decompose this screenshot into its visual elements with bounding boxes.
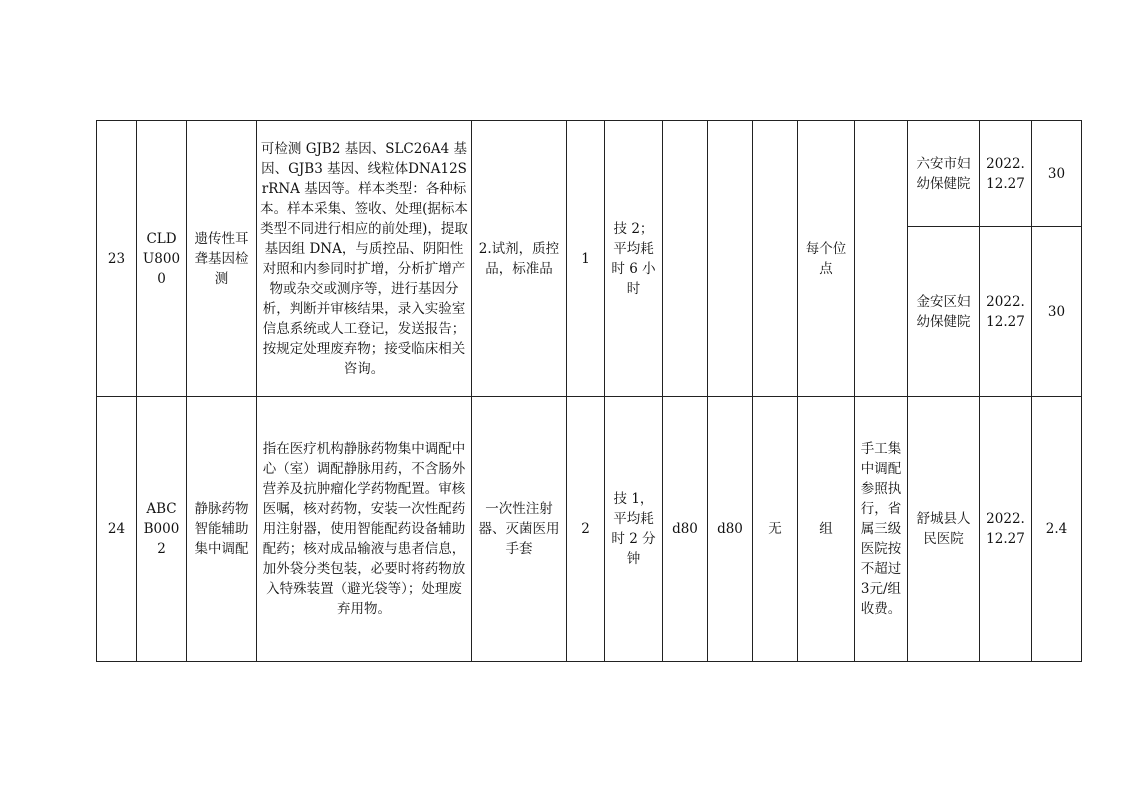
materials-cell: 2.试剂，质控品，标准品 [472, 121, 567, 397]
price-cell: 30 [1032, 121, 1082, 227]
seq-cell: 23 [97, 121, 137, 397]
medical-service-fee-table [96, 120, 1082, 662]
note-cell: 手工集中调配参照执行，省属三级医院按不超过3元/组收费。 [855, 397, 908, 662]
hospital-name-cell: 金安区妇幼保健院 [908, 227, 980, 397]
extra-cell-9: d80 [708, 397, 753, 662]
time-cell: 技 1，平均耗时 2 分钟 [605, 397, 663, 662]
unit-cell: 每个位点 [798, 121, 855, 397]
note-cell [855, 121, 908, 397]
extra-cell-8 [663, 121, 708, 397]
item-name-cell: 静脉药物智能辅助集中调配 [187, 397, 257, 662]
code-cell: ABC B000 2 [137, 397, 187, 662]
extra-cell-8: d80 [663, 397, 708, 662]
seq-cell: 24 [97, 397, 137, 662]
hospital-name-cell: 舒城县人民医院 [908, 397, 980, 662]
extra-cell-10 [753, 121, 798, 397]
item-content-cell: 可检测 GJB2 基因、SLC26A4 基因、GJB3 基因、线粒体DNA12SrRNA 基因等。样本类型：各种标本。样本采集、签收、处理(据标本类型不同进行相应的前处理)，提取基因组 DNA，与质控品、阴阳性对照和内参同时扩增，分析扩增产物或杂交或测序等，进行基因分析，判断并审核结果，录入实验室信息系统或人工登记，发送报告；按规定处理废弃物；接受临床相关咨询。 [257, 121, 472, 397]
price-cell: 2.4 [1032, 397, 1082, 662]
time-cell: 技 2；平均耗时 6 小时 [605, 121, 663, 397]
extra-cell-10: 无 [753, 397, 798, 662]
hospital-name-cell: 六安市妇幼保健院 [908, 121, 980, 227]
date-cell: 2022. 12.27 [980, 397, 1032, 662]
price-cell: 30 [1032, 227, 1082, 397]
table-row [97, 397, 1082, 662]
date-cell: 2022. 12.27 [980, 121, 1032, 227]
staff-cell: 2 [567, 397, 605, 662]
item-content-cell: 指在医疗机构静脉药物集中调配中心（室）调配静脉用药，不含肠外营养及抗肿瘤化学药物配置。审核医嘱，核对药物，安装一次性配药用注射器，使用智能配药设备辅助配药；核对成品输液与患者信息，加外袋分类包装，必要时将药物放入特殊装置（避光袋等）；处理废弃用物。 [257, 397, 472, 662]
code-cell: CLD U800 0 [137, 121, 187, 397]
extra-cell-9 [708, 121, 753, 397]
item-name-cell: 遗传性耳聋基因检测 [187, 121, 257, 397]
table-row [97, 121, 1082, 227]
staff-cell: 1 [567, 121, 605, 397]
unit-cell: 组 [798, 397, 855, 662]
date-cell: 2022. 12.27 [980, 227, 1032, 397]
materials-cell: 一次性注射器、灭菌医用手套 [472, 397, 567, 662]
